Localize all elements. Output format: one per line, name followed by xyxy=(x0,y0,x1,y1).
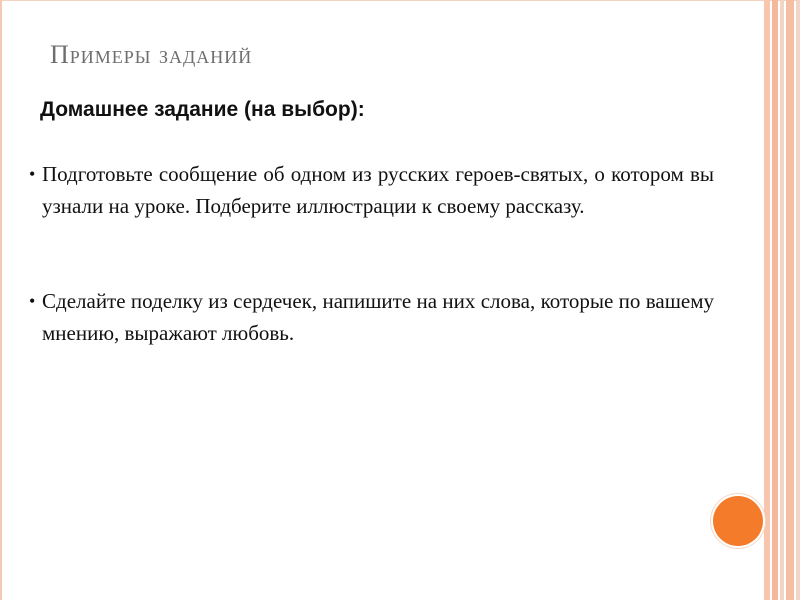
right-border-stripe xyxy=(796,0,800,600)
list-item xyxy=(29,158,714,222)
left-border-line xyxy=(0,0,2,600)
top-border-line xyxy=(0,0,800,1)
right-border-stripe xyxy=(772,0,778,600)
list-item-text: Сделайте поделку из сердечек, напишите на них слова, которые по вашему мнению, выражают любовь. xyxy=(42,289,714,345)
list-item-text: Подготовьте сообщение об одном из русских героев-святых, о котором вы узнали на уроке. Подберите иллюстрации к своему рассказу. xyxy=(42,162,714,218)
homework-heading: Домашнее задание (на выбор): xyxy=(40,98,365,121)
right-border-stripe xyxy=(780,0,784,600)
orange-circle-icon xyxy=(713,496,763,546)
bullet-icon: • xyxy=(29,291,36,311)
right-border-stripe xyxy=(764,0,770,600)
slide-title: Примеры заданий xyxy=(50,40,253,69)
bullet-icon: • xyxy=(29,164,36,184)
list-item xyxy=(29,285,714,349)
right-border-stripe xyxy=(786,0,794,600)
